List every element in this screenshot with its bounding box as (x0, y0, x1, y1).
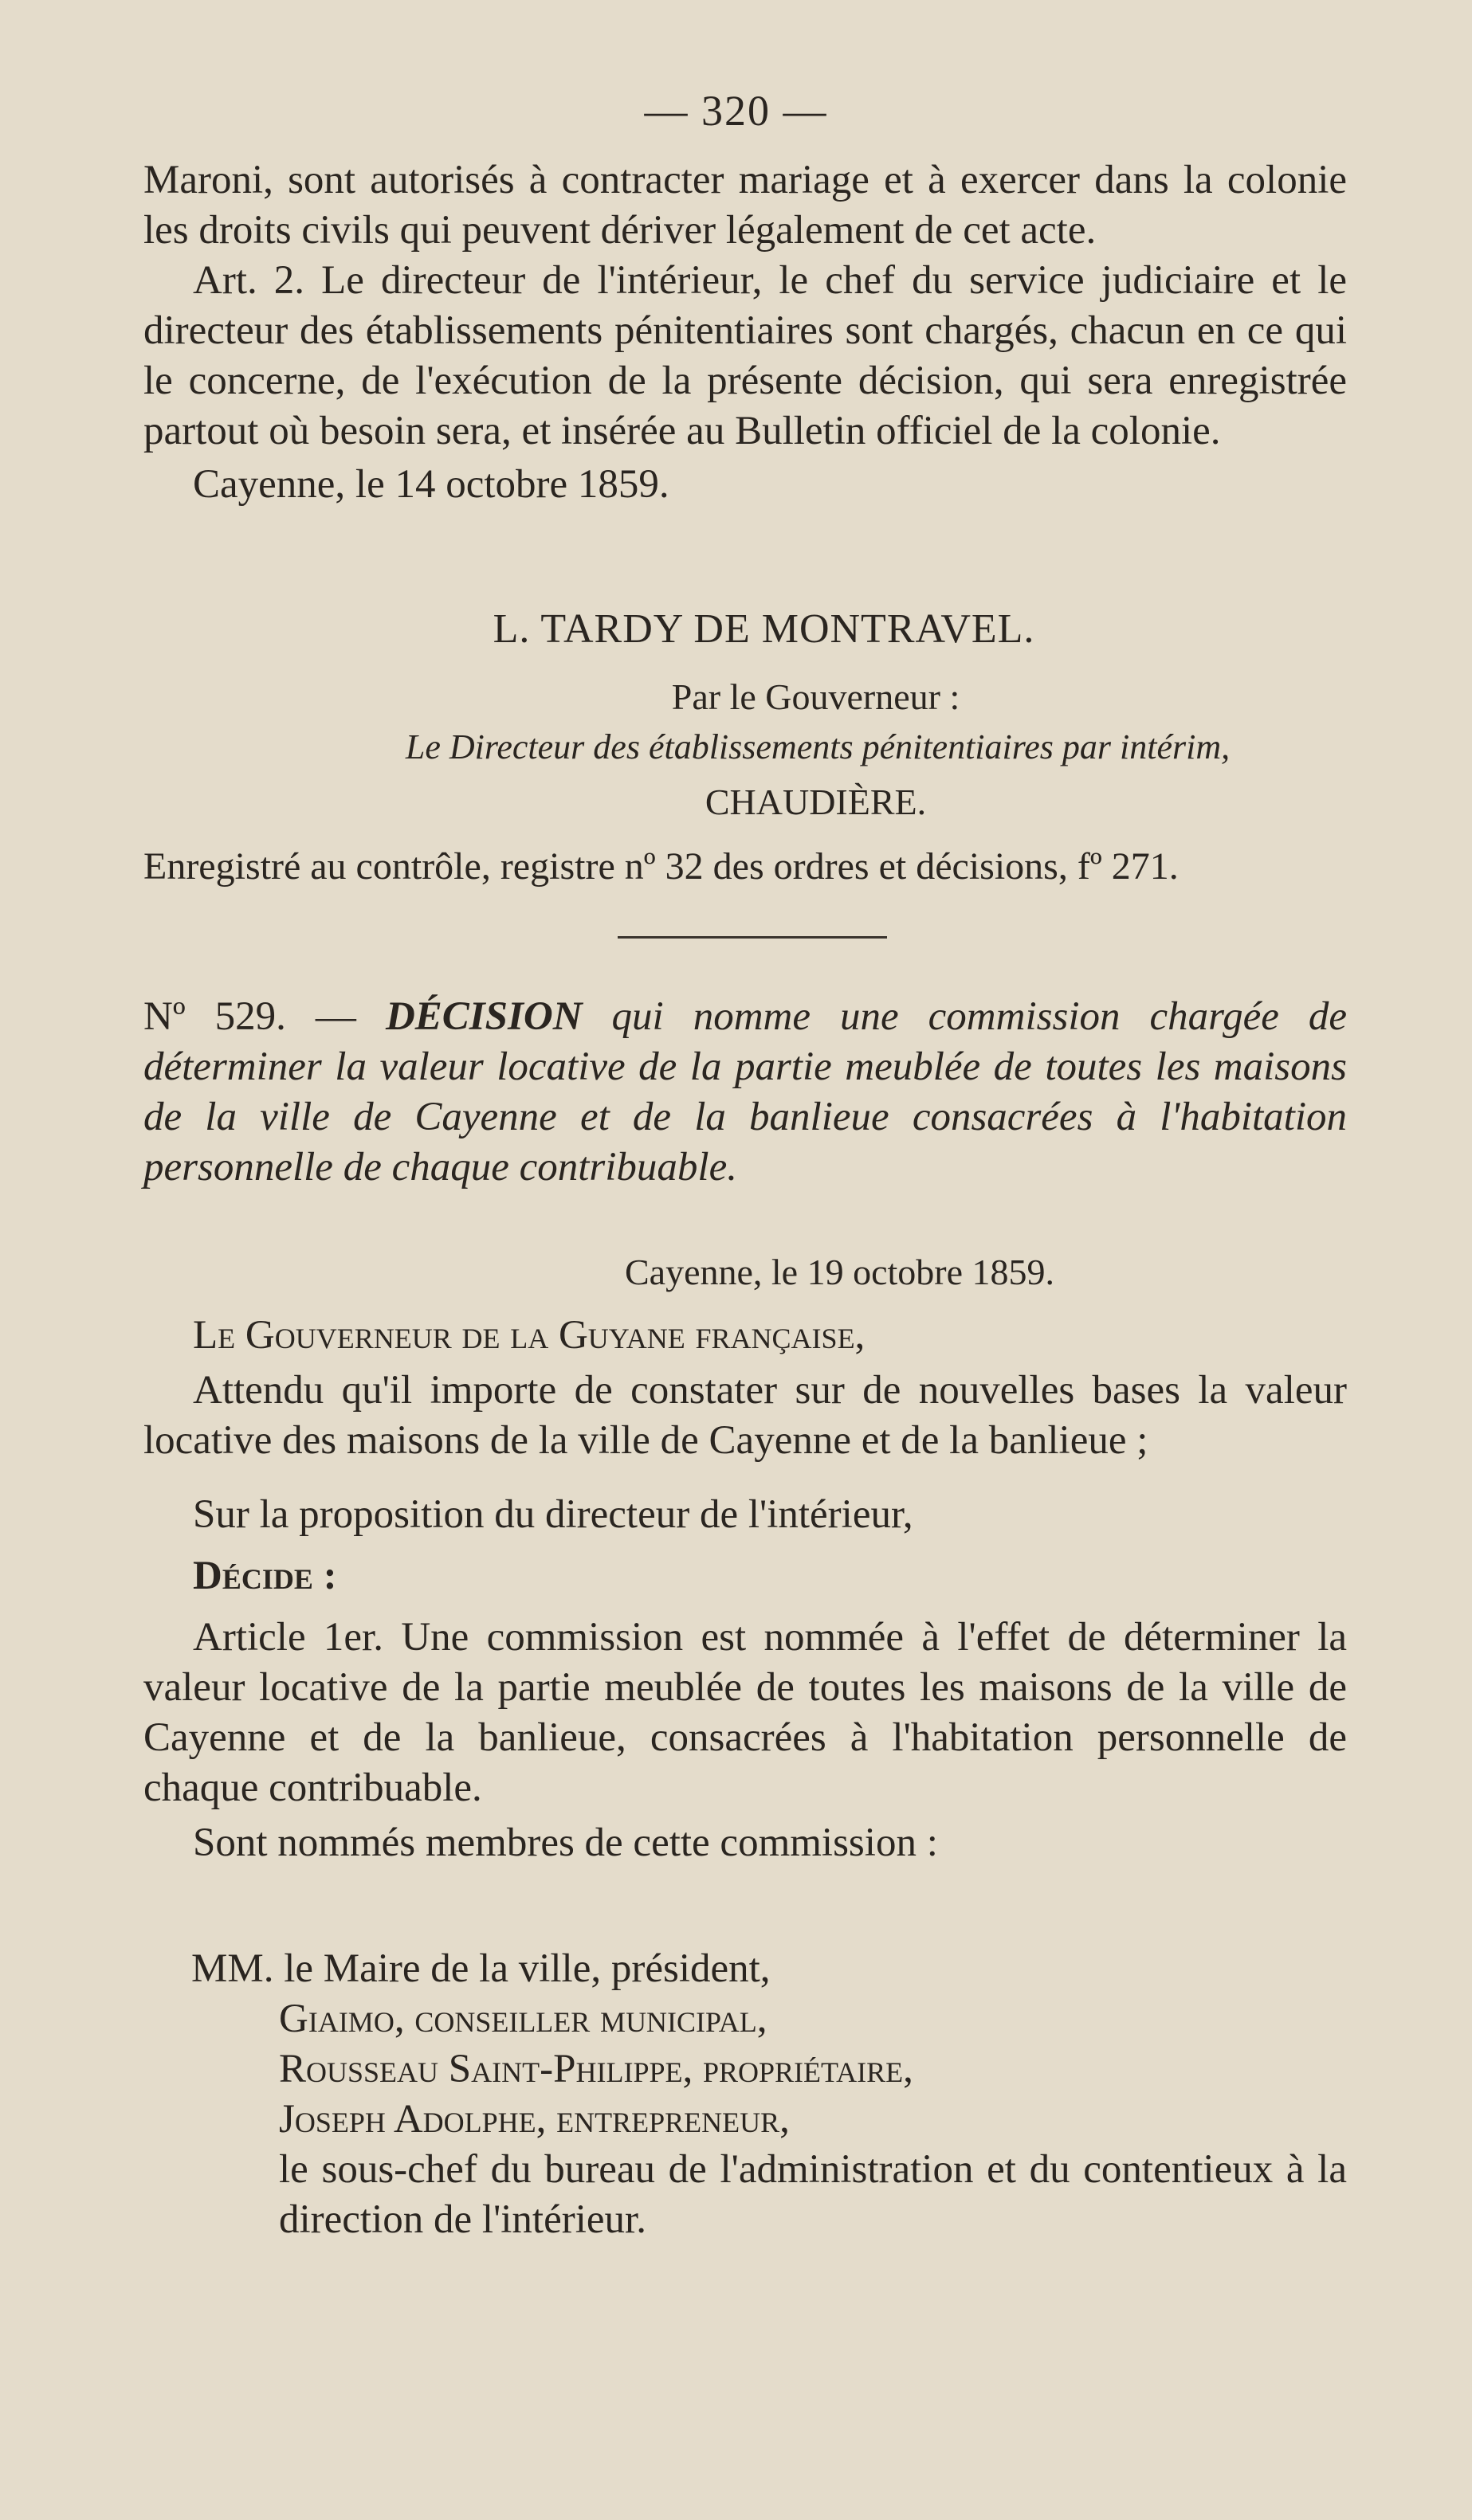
article-1-text: Une commission est nommée à l'effet de déterminer la valeur locative de la partie meublée de toutes les maisons de la ville de Cayenne et de la banlieue, consacrées à l'habitation personnelle de chaque contribuable. (143, 1615, 1348, 1810)
article-1-label: Article 1er. (193, 1615, 383, 1660)
intro-text: Maroni, sont autorisés à contracter mariage et à exercer dans la colonie les droits civils qui peuvent dériver légalement de cet acte. (143, 158, 1347, 253)
signature-name: L. TARDY DE MONTRAVEL. (493, 606, 1035, 652)
decision-title: qui nomme une commission chargée de déterminer la valeur locative de la partie meublée de toutes les maisons de la ville de Cayenne et de la banlieue consacrées à l'habitation personnelle de chaque contribuable. (143, 994, 1348, 1189)
decision-heading (143, 992, 1347, 1193)
intro-paragraph (143, 155, 1347, 510)
par-le-gouverneur: Par le Gouverneur : (671, 676, 960, 717)
enregistre-line: Enregistré au contrôle, registre nº 32 des ordres et décisions, fº 271. (143, 845, 1179, 888)
attendu-paragraph: Attendu qu'il importe de constater sur de nouvelles bases la valeur locative des maisons de la ville de Cayenne et de la banlieue ; (143, 1368, 1347, 1463)
proposition-line: Sur la proposition du directeur de l'intérieur, (193, 1492, 913, 1537)
page-number: — 320 — (644, 87, 828, 135)
members-list (191, 1944, 1347, 2245)
decision-body (143, 1311, 1347, 1868)
member-item: Joseph Adolphe, entrepreneur, (279, 2097, 790, 2142)
decide-line: Décide : (193, 1554, 337, 1598)
decision-label: DÉCISION (385, 994, 583, 1039)
decision-number: Nº 529. — (143, 994, 356, 1039)
gouverneur-line: Le Gouverneur de la Guyane française, (193, 1313, 866, 1358)
member-item: le sous-chef du bureau de l'administration et du contentieux à la direction de l'intérieur. (279, 2147, 1347, 2242)
directeur-title: Le Directeur des établissements pénitentiaires par intérim, (405, 727, 1231, 766)
section-divider (618, 936, 887, 939)
member-item: MM. le Maire de la ville, président, (191, 1946, 771, 1991)
date-line: Cayenne, le 14 octobre 1859. (193, 462, 669, 507)
directeur-name: CHAUDIÈRE. (705, 782, 927, 822)
article-2-text: Art. 2. Le directeur de l'intérieur, le chef du service judiciaire et le directeur des établissements pénitentiaires sont chargés, chacun en ce qui le concerne, de l'exécution de la présente décision, qui sera enregistrée partout où besoin sera, et insérée au Bulletin officiel de la colonie. (143, 258, 1347, 453)
members-intro: Sont nommés membres de cette commission : (193, 1820, 938, 1865)
member-item: Rousseau Saint-Philippe, propriétaire, (279, 2047, 913, 2091)
decision-date: Cayenne, le 19 octobre 1859. (624, 1252, 1055, 1292)
member-item: Giaimo, conseiller municipal, (279, 1997, 767, 2041)
